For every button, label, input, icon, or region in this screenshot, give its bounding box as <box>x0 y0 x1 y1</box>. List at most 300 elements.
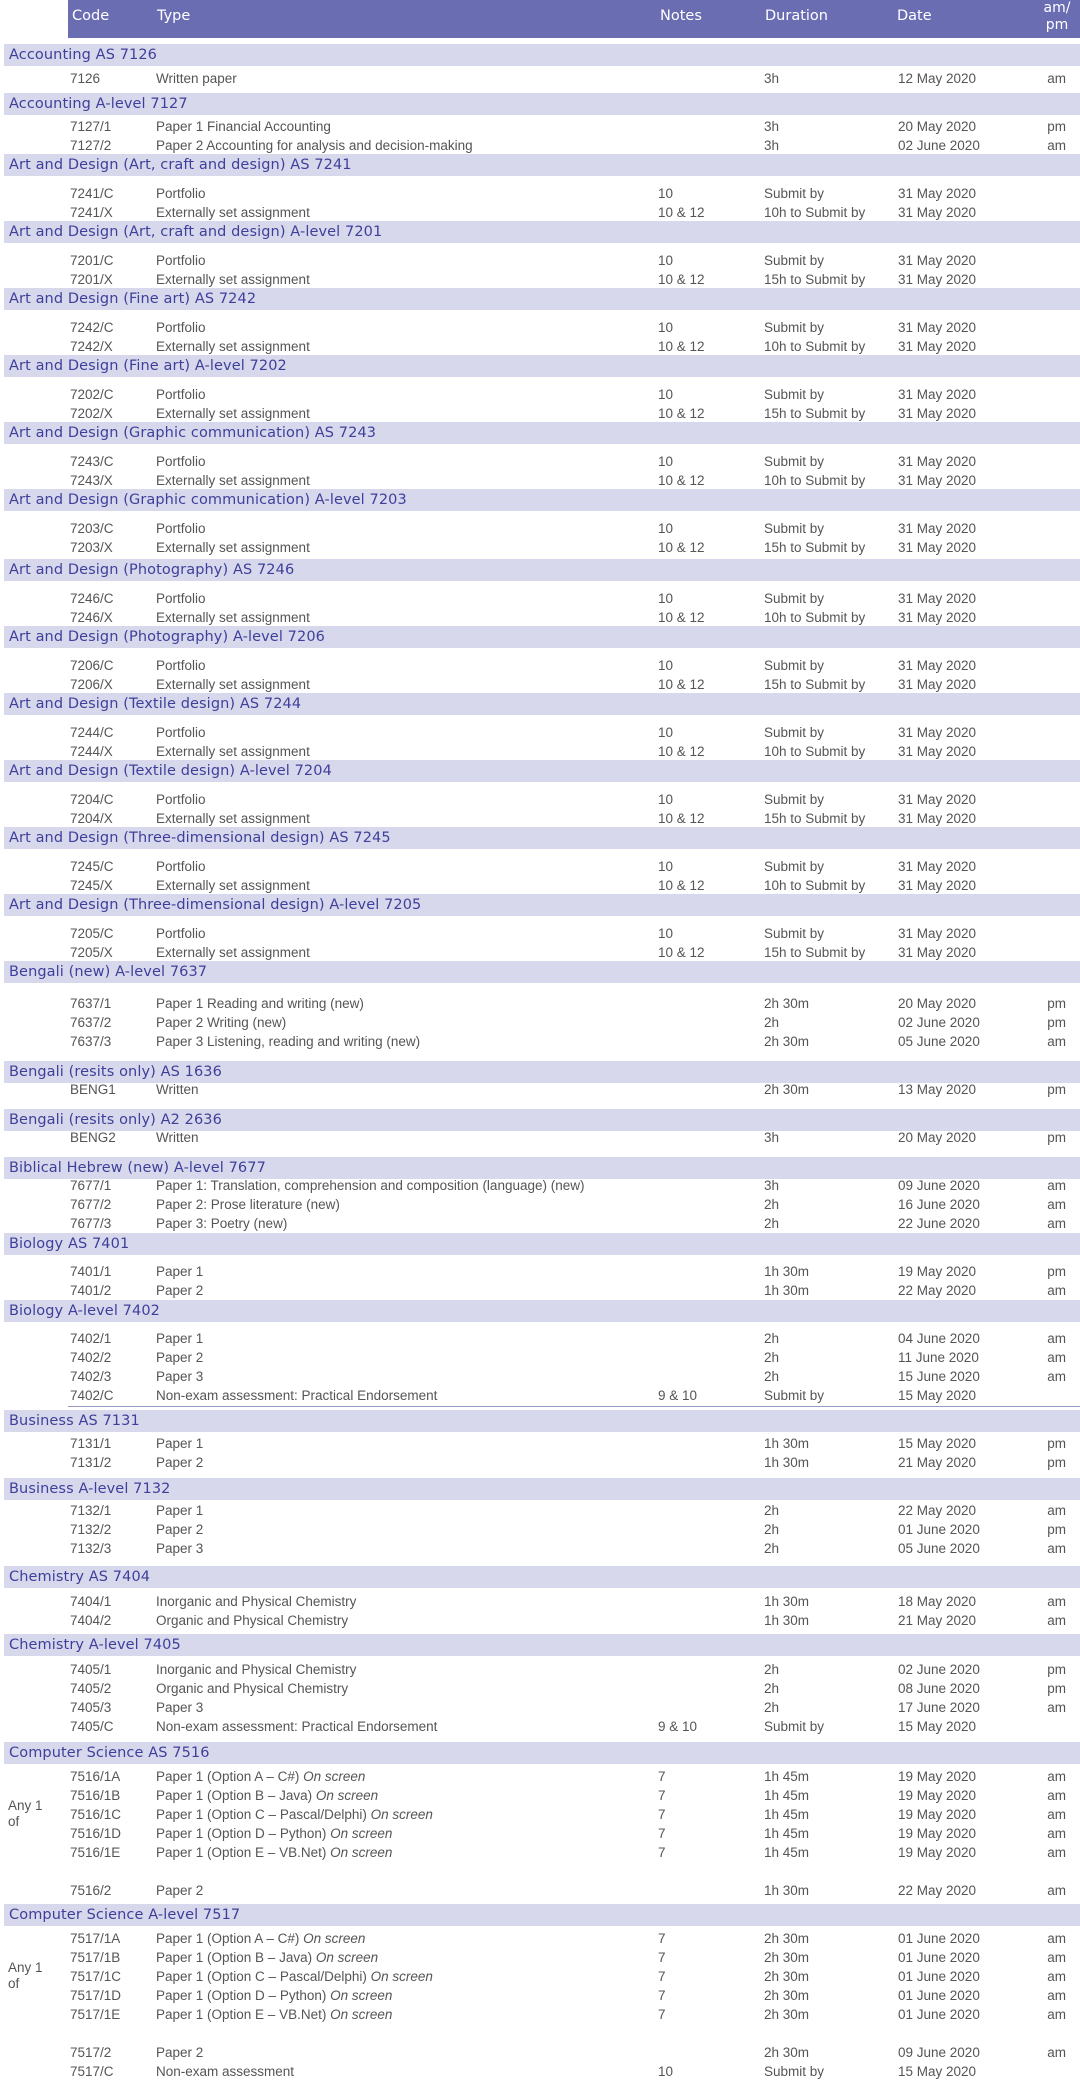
header-date: Date <box>897 8 932 24</box>
paper-type: Externally set assignment <box>156 406 310 421</box>
paper-date: 31 May 2020 <box>898 521 977 536</box>
paper-notes: 7 <box>658 1931 666 1946</box>
paper-code: 7131/1 <box>70 1436 112 1451</box>
paper-type: Written <box>156 1130 199 1145</box>
paper-duration: Submit by <box>764 186 825 201</box>
subject-header <box>4 1742 1080 1764</box>
paper-date: 17 June 2020 <box>898 1700 980 1715</box>
paper-code: 7241/X <box>70 205 113 220</box>
paper-session: am <box>1047 1883 1066 1898</box>
subject-header <box>4 1566 1080 1588</box>
paper-code: 7677/1 <box>70 1178 112 1193</box>
any-one-of-note: Any 1 of <box>8 1960 43 1991</box>
paper-session: am <box>1047 1283 1066 1298</box>
header-code: Code <box>72 8 110 24</box>
paper-type: Paper 1 (Option A – C#) On screen <box>156 1769 366 1784</box>
paper-code: 7402/2 <box>70 1350 112 1365</box>
paper-session: am <box>1047 1807 1066 1822</box>
subject-title: Art and Design (Photography) AS 7246 <box>9 562 295 578</box>
paper-session: am <box>1047 1350 1066 1365</box>
paper-date: 19 May 2020 <box>898 1845 977 1860</box>
paper-date: 09 June 2020 <box>898 1178 980 1193</box>
paper-session: am <box>1047 1845 1066 1860</box>
paper-date: 22 May 2020 <box>898 1883 977 1898</box>
paper-session: pm <box>1047 1681 1066 1696</box>
paper-code: 7205/X <box>70 945 113 960</box>
on-screen-label: On screen <box>315 1950 379 1965</box>
paper-code: 7404/1 <box>70 1594 112 1609</box>
paper-notes: 10 & 12 <box>658 744 705 759</box>
paper-code: 7246/C <box>70 591 114 606</box>
paper-date: 20 May 2020 <box>898 996 977 1011</box>
subject-header <box>4 760 1080 782</box>
paper-duration: 2h <box>764 1216 780 1231</box>
paper-code: 7243/X <box>70 473 113 488</box>
paper-type: Non-exam assessment: Practical Endorsement <box>156 1719 438 1734</box>
paper-notes: 7 <box>658 1807 666 1822</box>
paper-code: 7404/2 <box>70 1613 112 1628</box>
paper-type: Portfolio <box>156 591 206 606</box>
paper-code: 7243/C <box>70 454 114 469</box>
paper-duration: 15h to Submit by <box>764 272 866 287</box>
paper-type: Externally set assignment <box>156 744 310 759</box>
paper-code: 7241/C <box>70 186 114 201</box>
paper-type: Externally set assignment <box>156 540 310 555</box>
paper-date: 01 June 2020 <box>898 1950 980 1965</box>
paper-notes: 10 <box>658 926 674 941</box>
paper-date: 31 May 2020 <box>898 339 977 354</box>
paper-type: Organic and Physical Chemistry <box>156 1613 349 1628</box>
paper-type: Paper 2 <box>156 1455 204 1470</box>
subject-header <box>4 827 1080 849</box>
paper-notes: 7 <box>658 1845 666 1860</box>
paper-duration: Submit by <box>764 320 825 335</box>
subject-title: Art and Design (Three-dimensional design) A-level 7205 <box>9 897 422 913</box>
paper-code: 7517/1A <box>70 1931 121 1946</box>
header-notes: Notes <box>660 8 702 24</box>
subject-header <box>4 1478 1080 1500</box>
subject-header <box>4 422 1080 444</box>
paper-code: 7131/2 <box>70 1455 112 1470</box>
paper-date: 31 May 2020 <box>898 387 977 402</box>
paper-notes: 10 <box>658 859 674 874</box>
paper-code: 7201/X <box>70 272 113 287</box>
paper-code: 7401/2 <box>70 1283 112 1298</box>
row-divider <box>68 1406 1080 1407</box>
paper-code: 7244/X <box>70 744 113 759</box>
paper-date: 31 May 2020 <box>898 677 977 692</box>
paper-date: 01 June 2020 <box>898 1522 980 1537</box>
paper-date: 22 June 2020 <box>898 1216 980 1231</box>
paper-duration: 2h <box>764 1015 780 1030</box>
paper-code: 7637/3 <box>70 1034 112 1049</box>
paper-code: 7637/1 <box>70 996 112 1011</box>
paper-notes: 10 <box>658 186 674 201</box>
paper-duration: 2h 30m <box>764 1988 810 2003</box>
subject-title: Bengali (resits only) A2 2636 <box>9 1112 222 1128</box>
paper-code: 7516/1E <box>70 1845 121 1860</box>
subject-header <box>4 288 1080 310</box>
paper-code: 7517/1C <box>70 1969 122 1984</box>
subject-header <box>4 221 1080 243</box>
paper-session: am <box>1047 1931 1066 1946</box>
paper-code: 7205/C <box>70 926 114 941</box>
paper-type: Paper 1 <box>156 1503 204 1518</box>
subject-title: Business A-level 7132 <box>9 1481 171 1497</box>
paper-session: am <box>1047 2007 1066 2022</box>
subject-title: Chemistry A-level 7405 <box>9 1637 181 1653</box>
paper-duration: 2h 30m <box>764 1082 810 1097</box>
paper-date: 20 May 2020 <box>898 119 977 134</box>
paper-code: 7127/1 <box>70 119 112 134</box>
subject-title: Business AS 7131 <box>9 1413 140 1429</box>
paper-duration: 2h 30m <box>764 1034 810 1049</box>
subject-header <box>4 559 1080 581</box>
paper-date: 02 June 2020 <box>898 138 980 153</box>
paper-type: Portfolio <box>156 253 206 268</box>
paper-code: 7202/C <box>70 387 114 402</box>
paper-session: am <box>1047 1216 1066 1231</box>
paper-duration: Submit by <box>764 253 825 268</box>
paper-date: 31 May 2020 <box>898 186 977 201</box>
paper-duration: Submit by <box>764 658 825 673</box>
paper-code: 7244/C <box>70 725 114 740</box>
paper-notes: 10 <box>658 591 674 606</box>
paper-date: 21 May 2020 <box>898 1455 977 1470</box>
paper-date: 18 May 2020 <box>898 1594 977 1609</box>
paper-type: Externally set assignment <box>156 205 310 220</box>
paper-date: 31 May 2020 <box>898 859 977 874</box>
paper-duration: 3h <box>764 138 780 153</box>
paper-notes: 10 & 12 <box>658 406 705 421</box>
paper-type: Portfolio <box>156 658 206 673</box>
paper-duration: 2h <box>764 1541 780 1556</box>
on-screen-label: On screen <box>370 1807 433 1822</box>
paper-type: Portfolio <box>156 320 206 335</box>
paper-code: BENG2 <box>70 1130 116 1145</box>
paper-duration: 2h 30m <box>764 1969 810 1984</box>
subject-header <box>4 44 1080 66</box>
paper-type: Paper 3 <box>156 1700 204 1715</box>
paper-date: 01 June 2020 <box>898 1988 980 2003</box>
paper-code: 7401/1 <box>70 1264 112 1279</box>
paper-notes: 10 <box>658 792 674 807</box>
any-one-of-note: Any 1 of <box>8 1798 43 1829</box>
subject-title: Art and Design (Art, craft and design) AS 7241 <box>9 157 352 173</box>
paper-code: BENG1 <box>70 1082 116 1097</box>
paper-type: Paper 1 (Option C – Pascal/Delphi) On screen <box>156 1969 433 1984</box>
paper-date: 31 May 2020 <box>898 253 977 268</box>
paper-session: pm <box>1047 1264 1066 1279</box>
paper-duration: 2h <box>764 1197 780 1212</box>
paper-type: Portfolio <box>156 859 206 874</box>
paper-code: 7402/3 <box>70 1369 112 1384</box>
paper-duration: Submit by <box>764 454 825 469</box>
paper-notes: 7 <box>658 1769 666 1784</box>
paper-code: 7204/X <box>70 811 113 826</box>
paper-duration: 1h 30m <box>764 1264 810 1279</box>
paper-date: 31 May 2020 <box>898 926 977 941</box>
paper-duration: 2h 30m <box>764 1950 810 1965</box>
paper-date: 01 June 2020 <box>898 1931 980 1946</box>
paper-session: pm <box>1047 119 1066 134</box>
paper-code: 7203/C <box>70 521 114 536</box>
paper-date: 31 May 2020 <box>898 272 977 287</box>
paper-type: Externally set assignment <box>156 473 310 488</box>
paper-notes: 10 & 12 <box>658 945 705 960</box>
paper-duration: 1h 45m <box>764 1807 810 1822</box>
paper-type: Portfolio <box>156 454 206 469</box>
paper-code: 7203/X <box>70 540 113 555</box>
subject-title: Biology A-level 7402 <box>9 1303 160 1319</box>
subject-header <box>4 1109 1080 1131</box>
paper-duration: 2h <box>764 1662 780 1677</box>
paper-duration: 2h <box>764 1700 780 1715</box>
paper-code: 7206/X <box>70 677 113 692</box>
paper-type: Externally set assignment <box>156 339 310 354</box>
paper-notes: 7 <box>658 1788 666 1803</box>
paper-duration: 2h 30m <box>764 1931 810 1946</box>
paper-type: Non-exam assessment <box>156 2064 295 2079</box>
on-screen-label: On screen <box>330 2007 393 2022</box>
subject-title: Art and Design (Graphic communication) A-level 7203 <box>9 492 407 508</box>
paper-type: Portfolio <box>156 387 206 402</box>
paper-duration: 2h 30m <box>764 996 810 1011</box>
paper-code: 7516/1C <box>70 1807 122 1822</box>
subject-title: Computer Science AS 7516 <box>9 1745 210 1761</box>
paper-session: pm <box>1047 996 1066 1011</box>
paper-duration: 2h <box>764 1522 780 1537</box>
paper-date: 31 May 2020 <box>898 610 977 625</box>
paper-type: Paper 3 <box>156 1541 204 1556</box>
paper-date: 31 May 2020 <box>898 205 977 220</box>
paper-type: Paper 1 (Option E – VB.Net) On screen <box>156 2007 393 2022</box>
paper-code: 7517/1E <box>70 2007 121 2022</box>
header-ampm: am/ pm <box>1043 0 1071 33</box>
subject-title: Art and Design (Fine art) A-level 7202 <box>9 358 287 374</box>
paper-code: 7242/X <box>70 339 113 354</box>
paper-type: Organic and Physical Chemistry <box>156 1681 349 1696</box>
subject-header <box>4 93 1080 115</box>
paper-session: am <box>1047 1969 1066 1984</box>
paper-date: 15 May 2020 <box>898 1388 977 1403</box>
paper-date: 02 June 2020 <box>898 1015 980 1030</box>
paper-duration: 3h <box>764 1130 780 1145</box>
paper-session: am <box>1047 1613 1066 1628</box>
paper-type: Paper 3 Listening, reading and writing (new) <box>156 1034 421 1049</box>
paper-code: 7405/C <box>70 1719 114 1734</box>
paper-type: Paper 3 <box>156 1369 204 1384</box>
paper-type: Externally set assignment <box>156 272 310 287</box>
paper-duration: Submit by <box>764 926 825 941</box>
paper-session: am <box>1047 1503 1066 1518</box>
paper-date: 31 May 2020 <box>898 725 977 740</box>
table-header <box>68 0 1080 38</box>
header-duration: Duration <box>765 8 828 24</box>
subject-title: Bengali (resits only) AS 1636 <box>9 1064 222 1080</box>
paper-notes: 10 <box>658 320 674 335</box>
paper-duration: 15h to Submit by <box>764 540 866 555</box>
paper-type: Paper 1 (Option D – Python) On screen <box>156 1988 393 2003</box>
paper-session: am <box>1047 1788 1066 1803</box>
paper-duration: 15h to Submit by <box>764 406 866 421</box>
paper-type: Externally set assignment <box>156 677 310 692</box>
paper-date: 15 May 2020 <box>898 1719 977 1734</box>
paper-code: 7405/2 <box>70 1681 112 1696</box>
paper-type: Externally set assignment <box>156 945 310 960</box>
paper-duration: Submit by <box>764 2064 825 2079</box>
subject-title: Computer Science A-level 7517 <box>9 1907 241 1923</box>
paper-notes: 7 <box>658 1950 666 1965</box>
paper-type: Paper 2 <box>156 1350 204 1365</box>
paper-session: am <box>1047 1700 1066 1715</box>
paper-code: 7517/1B <box>70 1950 121 1965</box>
paper-date: 13 May 2020 <box>898 1082 977 1097</box>
paper-duration: Submit by <box>764 725 825 740</box>
paper-date: 19 May 2020 <box>898 1769 977 1784</box>
subject-header <box>4 894 1080 916</box>
subject-title: Art and Design (Textile design) AS 7244 <box>9 696 302 712</box>
paper-code: 7245/X <box>70 878 113 893</box>
paper-notes: 10 <box>658 521 674 536</box>
on-screen-label: On screen <box>315 1788 379 1803</box>
subject-title: Bengali (new) A-level 7637 <box>9 964 208 980</box>
paper-code: 7677/2 <box>70 1197 112 1212</box>
paper-session: am <box>1047 71 1066 86</box>
paper-code: 7516/1D <box>70 1826 122 1841</box>
subject-title: Art and Design (Three-dimensional design) AS 7245 <box>9 830 391 846</box>
paper-session: am <box>1047 1178 1066 1193</box>
paper-session: pm <box>1047 1455 1066 1470</box>
paper-session: am <box>1047 1034 1066 1049</box>
paper-notes: 9 & 10 <box>658 1719 698 1734</box>
paper-type: Paper 1 (Option E – VB.Net) On screen <box>156 1845 393 1860</box>
paper-duration: Submit by <box>764 521 825 536</box>
paper-date: 15 May 2020 <box>898 1436 977 1451</box>
paper-notes: 10 & 12 <box>658 811 705 826</box>
paper-type: Paper 2 <box>156 1883 204 1898</box>
subject-header <box>4 1061 1080 1083</box>
paper-session: pm <box>1047 1522 1066 1537</box>
paper-type: Paper 1 Reading and writing (new) <box>156 996 364 1011</box>
paper-date: 31 May 2020 <box>898 811 977 826</box>
on-screen-label: On screen <box>370 1969 433 1984</box>
paper-duration: 2h <box>764 1503 780 1518</box>
paper-date: 22 May 2020 <box>898 1283 977 1298</box>
paper-notes: 10 & 12 <box>658 339 705 354</box>
subject-title: Accounting AS 7126 <box>9 47 158 63</box>
paper-code: 7517/1D <box>70 1988 122 2003</box>
paper-type: Paper 1 (Option B – Java) On screen <box>156 1788 379 1803</box>
paper-notes: 10 & 12 <box>658 540 705 555</box>
paper-code: 7132/2 <box>70 1522 112 1537</box>
paper-duration: 2h 30m <box>764 2045 810 2060</box>
subject-header <box>4 1634 1080 1656</box>
paper-code: 7204/C <box>70 792 114 807</box>
paper-code: 7405/3 <box>70 1700 112 1715</box>
subject-header <box>4 1904 1080 1926</box>
paper-type: Paper 1 <box>156 1331 204 1346</box>
paper-duration: Submit by <box>764 387 825 402</box>
paper-code: 7516/1A <box>70 1769 121 1784</box>
paper-type: Externally set assignment <box>156 878 310 893</box>
paper-type: Paper 1 Financial Accounting <box>156 119 331 134</box>
paper-duration: 1h 45m <box>764 1826 810 1841</box>
paper-type: Inorganic and Physical Chemistry <box>156 1662 357 1677</box>
paper-duration: 1h 30m <box>764 1883 810 1898</box>
paper-date: 31 May 2020 <box>898 744 977 759</box>
paper-duration: 10h to Submit by <box>764 339 866 354</box>
paper-type: Written <box>156 1082 199 1097</box>
paper-date: 31 May 2020 <box>898 792 977 807</box>
paper-type: Externally set assignment <box>156 811 310 826</box>
paper-duration: 1h 30m <box>764 1613 810 1628</box>
paper-date: 04 June 2020 <box>898 1331 980 1346</box>
paper-date: 21 May 2020 <box>898 1613 977 1628</box>
paper-notes: 10 & 12 <box>658 272 705 287</box>
on-screen-label: On screen <box>303 1931 366 1946</box>
paper-type: Paper 2 Writing (new) <box>156 1015 287 1030</box>
paper-code: 7127/2 <box>70 138 112 153</box>
paper-type: Non-exam assessment: Practical Endorsement <box>156 1388 438 1403</box>
paper-duration: 2h <box>764 1369 780 1384</box>
paper-date: 31 May 2020 <box>898 591 977 606</box>
paper-date: 31 May 2020 <box>898 945 977 960</box>
paper-duration: 1h 45m <box>764 1788 810 1803</box>
subject-title: Art and Design (Textile design) A-level 7204 <box>9 763 332 779</box>
paper-session: pm <box>1047 1015 1066 1030</box>
paper-code: 7516/1B <box>70 1788 121 1803</box>
paper-session: pm <box>1047 1082 1066 1097</box>
paper-duration: 3h <box>764 1178 780 1193</box>
paper-type: Portfolio <box>156 186 206 201</box>
paper-date: 22 May 2020 <box>898 1503 977 1518</box>
subject-title: Art and Design (Photography) A-level 7206 <box>9 629 325 645</box>
paper-type: Portfolio <box>156 725 206 740</box>
paper-notes: 10 & 12 <box>658 878 705 893</box>
paper-date: 31 May 2020 <box>898 454 977 469</box>
paper-notes: 7 <box>658 1969 666 1984</box>
paper-duration: 3h <box>764 71 780 86</box>
paper-notes: 7 <box>658 1988 666 2003</box>
paper-date: 31 May 2020 <box>898 878 977 893</box>
paper-notes: 10 <box>658 387 674 402</box>
paper-type: Paper 2 <box>156 1283 204 1298</box>
paper-code: 7402/1 <box>70 1331 112 1346</box>
paper-duration: 15h to Submit by <box>764 945 866 960</box>
paper-notes: 10 <box>658 725 674 740</box>
subject-header <box>4 1157 1080 1179</box>
paper-duration: 2h 30m <box>764 2007 810 2022</box>
paper-session: pm <box>1047 1436 1066 1451</box>
paper-code: 7245/C <box>70 859 114 874</box>
paper-code: 7246/X <box>70 610 113 625</box>
paper-date: 05 June 2020 <box>898 1541 980 1556</box>
paper-date: 31 May 2020 <box>898 473 977 488</box>
paper-date: 20 May 2020 <box>898 1130 977 1145</box>
paper-duration: 2h <box>764 1331 780 1346</box>
paper-code: 7517/C <box>70 2064 114 2079</box>
paper-date: 11 June 2020 <box>898 1350 979 1365</box>
paper-code: 7242/C <box>70 320 114 335</box>
on-screen-label: On screen <box>330 1826 393 1841</box>
paper-notes: 9 & 10 <box>658 1388 698 1403</box>
paper-notes: 10 <box>658 2064 674 2079</box>
paper-duration: 1h 30m <box>764 1455 810 1470</box>
subject-title: Accounting A-level 7127 <box>9 96 188 112</box>
paper-date: 02 June 2020 <box>898 1662 980 1677</box>
paper-duration: 1h 30m <box>764 1436 810 1451</box>
